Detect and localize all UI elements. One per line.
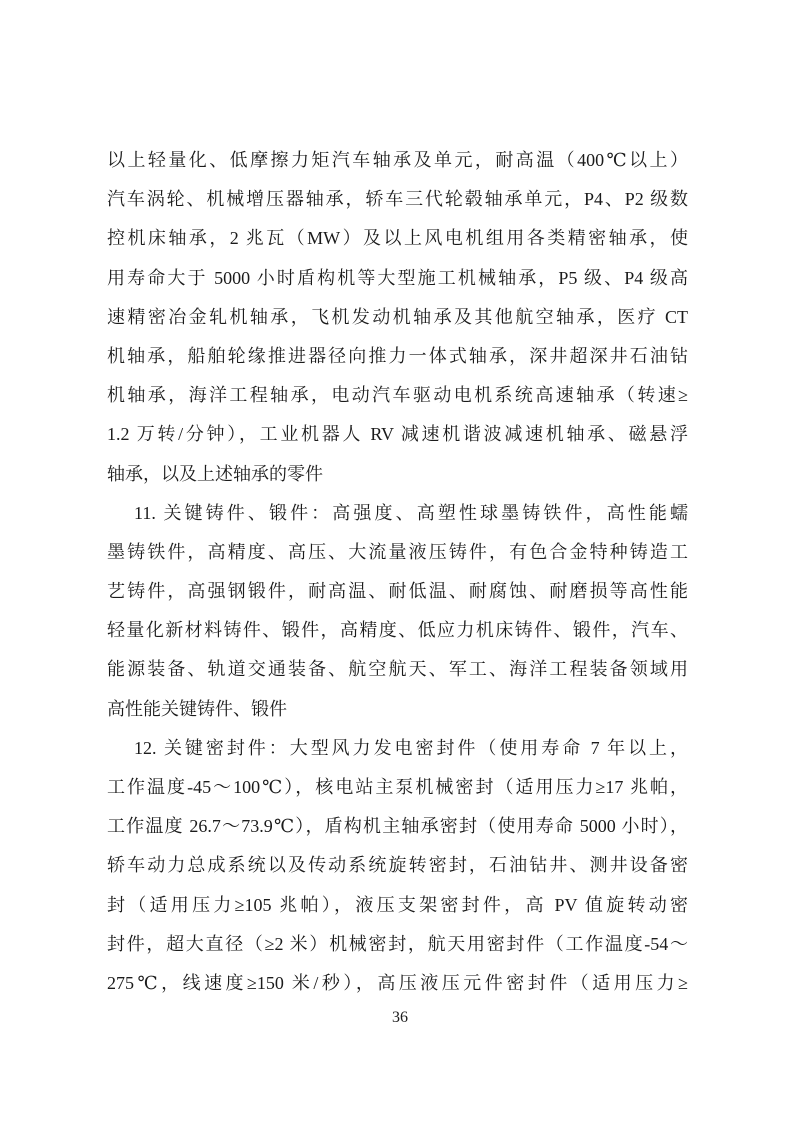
text-line: 能源装备、轨道交通装备、航空航天、军工、海洋工程装备领域用: [107, 659, 688, 680]
text-line: 1.2 万转/分钟），工业机器人 RV 减速机谐波减速机轴承、磁悬浮: [107, 424, 688, 445]
text-line: 墨铸铁件，高精度、高压、大流量液压铸件，有色合金特种铸造工: [107, 541, 688, 562]
text-line: 机轴承，船舶轮缘推进器径向推力一体式轴承，深井超深井石油钻: [107, 345, 688, 366]
text-line: 轴承，以及上述轴承的零件: [107, 463, 323, 484]
document-body: [107, 141, 688, 1003]
text-line: 控机床轴承，2 兆瓦（MW）及以上风电机组用各类精密轴承，使: [107, 228, 688, 249]
text-line: 封（适用压力≥105 兆帕），液压支架密封件，高 PV 值旋转动密: [107, 894, 688, 915]
page-number: 36: [392, 1009, 408, 1026]
text-line-item-11-start: 11. 关键铸件、锻件：高强度、高塑性球墨铸铁件，高性能蠕: [134, 502, 688, 523]
text-line: 汽车涡轮、机械增压器轴承，轿车三代轮毂轴承单元，P4、P2 级数: [107, 189, 688, 210]
text-line: 轿车动力总成系统以及传动系统旋转密封，石油钻井、测井设备密: [107, 855, 688, 876]
text-line: 用寿命大于 5000 小时盾构机等大型施工机械轴承，P5 级、P4 级高: [107, 267, 688, 288]
text-line: 工作温度 26.7～73.9℃），盾构机主轴承密封（使用寿命 5000 小时），: [107, 816, 688, 837]
text-line: 速精密冶金轧机轴承，飞机发动机轴承及其他航空轴承，医疗 CT: [107, 306, 688, 327]
text-line: 艺铸件，高强钢锻件，耐高温、耐低温、耐腐蚀、耐磨损等高性能: [107, 581, 688, 602]
text-line: 机轴承，海洋工程轴承，电动汽车驱动电机系统高速轴承（转速≥: [107, 385, 688, 406]
text-line: 封件，超大直径（≥2 米）机械密封，航天用密封件（工作温度-54～: [107, 933, 688, 954]
text-line: 高性能关键铸件、锻件: [107, 698, 287, 719]
text-line: 275℃，线速度≥150 米/秒），高压液压元件密封件（适用压力≥: [107, 972, 688, 993]
text-line: 工作温度-45～100℃），核电站主泵机械密封（适用压力≥17 兆帕，: [107, 777, 688, 797]
text-line: 轻量化新材料铸件、锻件，高精度、低应力机床铸件、锻件，汽车、: [107, 620, 688, 641]
text-line: 以上轻量化、低摩擦力矩汽车轴承及单元，耐高温（400℃以上）: [107, 150, 688, 170]
text-line-item-12-start: 12. 关键密封件：大型风力发电密封件（使用寿命 7 年以上，: [134, 737, 688, 758]
